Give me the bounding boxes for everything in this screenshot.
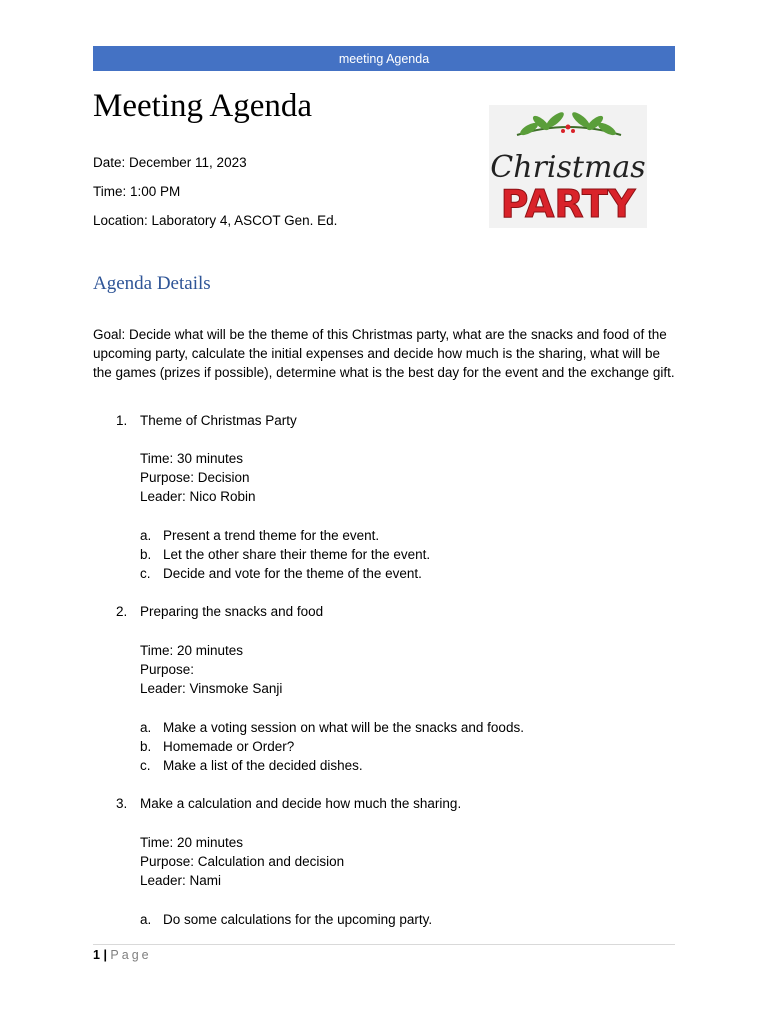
item-purpose: Purpose: Decision <box>140 470 250 485</box>
subitem-text: Let the other share their theme for the event. <box>163 547 431 562</box>
page-label: Page <box>110 948 152 962</box>
item-purpose: Purpose: <box>140 662 195 677</box>
subitem-text: Present a trend theme for the event. <box>163 528 380 543</box>
page-footer <box>93 948 152 962</box>
item-time: Time: 20 minutes <box>140 835 244 850</box>
christmas-party-logo <box>489 105 647 228</box>
header-text: meeting Agenda <box>338 51 430 66</box>
page-separator: | <box>103 948 107 962</box>
meeting-location: Location: Laboratory 4, ASCOT Gen. Ed. <box>93 213 338 228</box>
item-time: Time: 20 minutes <box>140 643 244 658</box>
page-number: 1 <box>93 948 100 962</box>
item-leader: Leader: Nami <box>140 873 222 888</box>
svg-text:Christmas: Christmas <box>490 150 646 185</box>
item-time: Time: 30 minutes <box>140 451 244 466</box>
subitem-letter: a. <box>140 528 152 543</box>
item-title: Make a calculation and decide how much the sharing. <box>140 796 462 811</box>
subitem-letter: c. <box>140 758 151 773</box>
item-title: Preparing the snacks and food <box>140 604 324 619</box>
meeting-time: Time: 1:00 PM <box>93 184 181 199</box>
subitem-text: Decide and vote for the theme of the event. <box>163 566 422 581</box>
subitem-letter: b. <box>140 547 152 562</box>
meeting-date: Date: December 11, 2023 <box>93 155 247 170</box>
item-leader: Leader: Nico Robin <box>140 489 256 504</box>
item-number: 2. <box>116 604 128 619</box>
subitem-text: Do some calculations for the upcoming party. <box>163 912 433 927</box>
header-bar <box>93 46 675 71</box>
subitem-text: Homemade or Order? <box>163 739 295 754</box>
subitem-text: Make a voting session on what will be the snacks and foods. <box>163 720 524 735</box>
footer-divider <box>93 944 675 945</box>
subitem-letter: a. <box>140 912 152 927</box>
goal-paragraph: Goal: Decide what will be the theme of this Christmas party, what are the snacks and food of the upcoming party, calculate the initial expenses and decide how much is the sharing, what will be the games (prizes if possible), determine what is the best day for the event and the exchange gift. <box>93 327 675 380</box>
subitem-text: Make a list of the decided dishes. <box>163 758 363 773</box>
subitem-letter: c. <box>140 566 151 581</box>
item-purpose: Purpose: Calculation and decision <box>140 854 345 869</box>
item-number: 3. <box>116 796 128 811</box>
section-title: Agenda Details <box>93 273 211 294</box>
svg-text:PARTY: PARTY <box>500 182 636 226</box>
page-title: Meeting Agenda <box>93 88 313 124</box>
item-leader: Leader: Vinsmoke Sanji <box>140 681 283 696</box>
item-title: Theme of Christmas Party <box>140 413 297 428</box>
subitem-letter: a. <box>140 720 152 735</box>
subitem-letter: b. <box>140 739 152 754</box>
item-number: 1. <box>116 413 128 428</box>
